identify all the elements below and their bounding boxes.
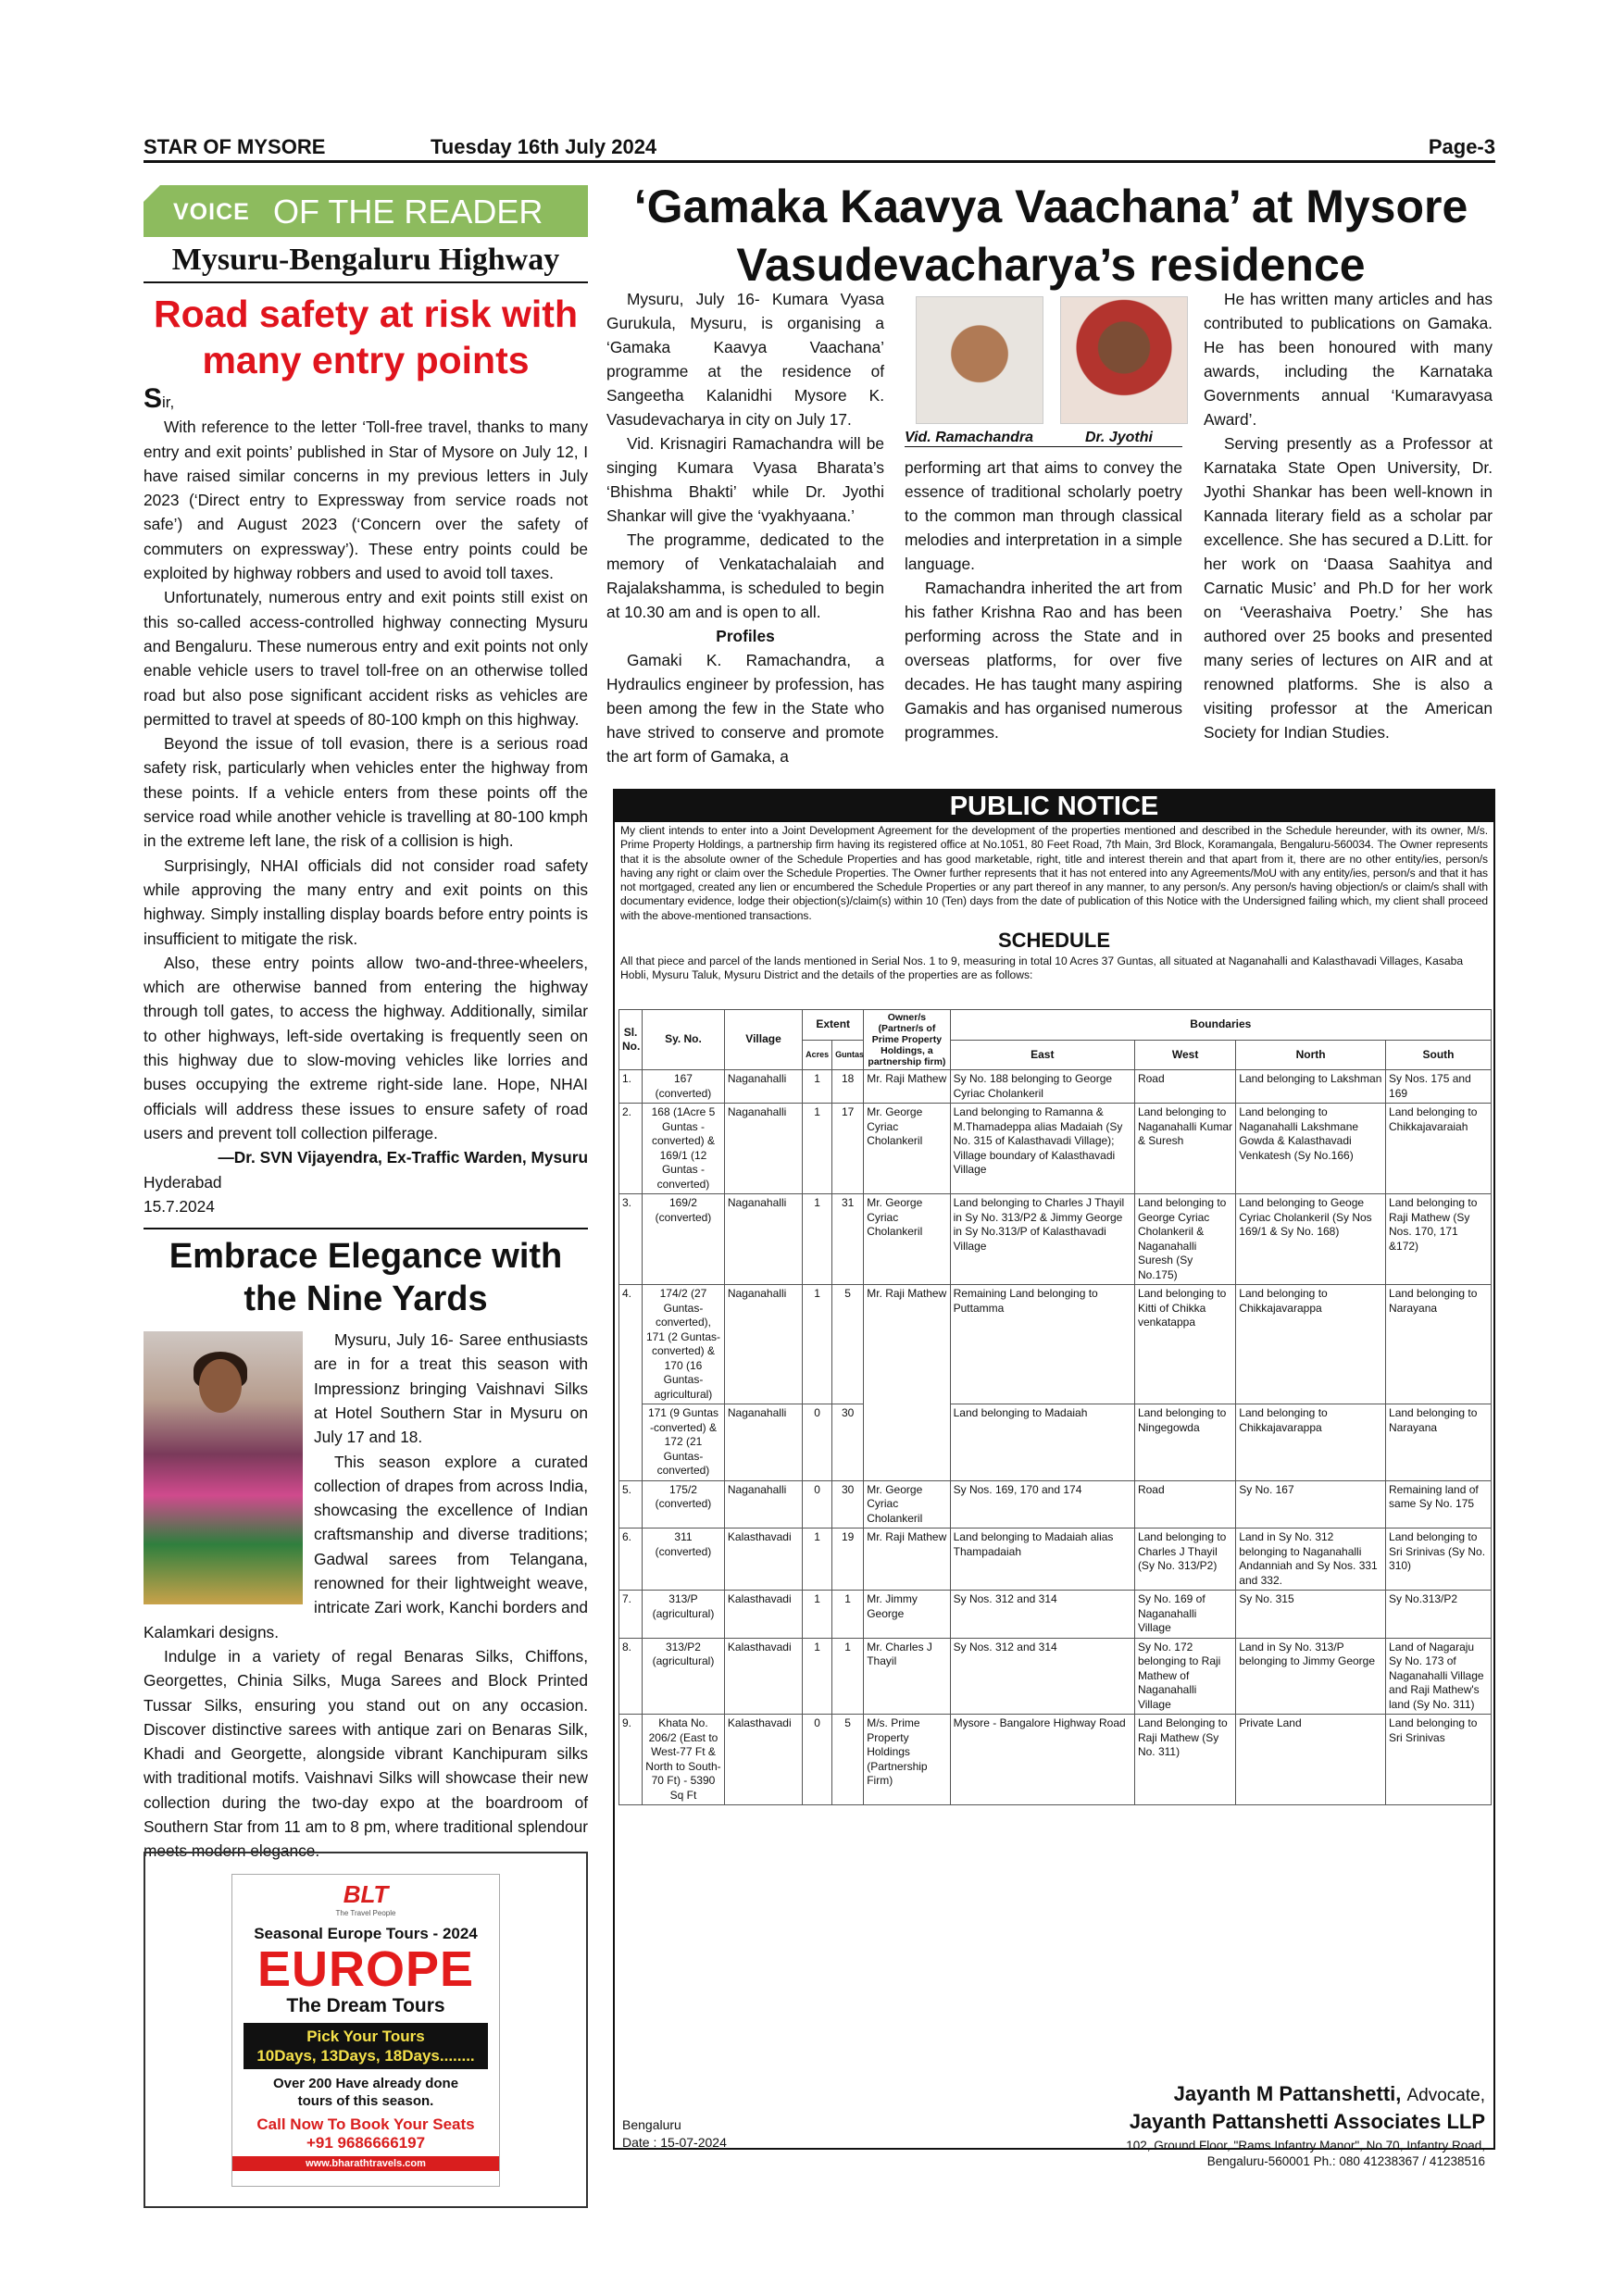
cell-acres: 1	[803, 1194, 832, 1285]
table-row	[619, 1638, 1492, 1715]
gamaka-paragraph: He has written many articles and has contributed to publications on Gamaka. He has been honoured with many awards, including the Karnataka Governments annual ‘Kumaravyasa Award’.	[1204, 290, 1493, 429]
cell-south: Land belonging to Sri Srinivas (Sy No. 310)	[1386, 1529, 1492, 1591]
cell-village: Naganahalli	[724, 1070, 802, 1104]
cell-south: Sy Nos. 175 and 169	[1386, 1070, 1492, 1104]
letter-salutation: Sir,	[144, 383, 175, 414]
th-village: Village	[724, 1010, 802, 1070]
cell-south: Land belonging to Raji Mathew (Sy Nos. 170, 171 &172)	[1386, 1194, 1492, 1285]
ad-call-text: Call Now To Book Your Seats	[256, 2115, 475, 2133]
cell-north: Sy No. 167	[1236, 1480, 1386, 1529]
cell-south: Land belonging to Narayana	[1386, 1285, 1492, 1404]
cell-acres: 1	[803, 1638, 832, 1715]
notice-place-date	[622, 2116, 727, 2152]
cell-south: Land of Nagaraju Sy No. 173 of Naganahalli Village and Raji Mathew's land (Sy No. 311)	[1386, 1638, 1492, 1715]
schedule-table	[618, 1009, 1492, 1805]
gamaka-paragraph: Gamaki K. Ramachandra, a Hydraulics engineer by profession, has been among the few in the State who have strived to conserve and promote the art form of Gamaka, a	[606, 651, 884, 766]
voice-label: VOICE	[173, 199, 250, 225]
table-row	[619, 1104, 1492, 1194]
notice-signature	[1050, 2082, 1485, 2169]
gamaka-column-3	[1204, 287, 1493, 744]
cell-guntas: 18	[832, 1070, 864, 1104]
cell-acres: 1	[803, 1591, 832, 1639]
gamaka-paragraph: Serving presently as a Professor at Karnataka State Open University, Dr. Jyothi Shankar has been well-known in Kannada literary field as a scholar par excellence. She has secured a D.Litt. for her work on ‘Daasa Saahitya and Carnatic Music’ and Ph.D for her work on ‘Veerashaiva Poetry.’ She has authored over 25 books and presented many series of lectures on AIR and at renowned platforms. She is also a visiting professor at the American Society for Indian Studies.	[1204, 434, 1493, 742]
ad-pick: Pick Your Tours	[306, 2028, 425, 2045]
elegance-headline: Embrace Elegance with the Nine Yards	[144, 1228, 588, 1320]
cell-owner: Mr. George Cyriac Cholankeril	[864, 1104, 950, 1194]
cell-village: Naganahalli	[724, 1194, 802, 1285]
cell-acres: 0	[803, 1715, 832, 1805]
ramachandra-photo	[916, 296, 1043, 424]
letter-paragraph: Also, these entry points allow two-and-three-wheelers, which are otherwise banned from entering the highway through toll gates, to access the highway. Additionally, similar to other highways, left-side overtaking is frequently seen on this highway due to slow-moving vehicles like lorries and buses occupying the extreme right-side lane. Hope, NHAI officials will address these issues to ensure safety of road users and prevent toll collection pilferage.	[144, 953, 588, 1142]
schedule-title: SCHEDULE	[997, 929, 1110, 953]
cell-owner: Mr. George Cyriac Cholankeril	[864, 1480, 950, 1529]
letter-headline: Road safety at risk with many entry points	[154, 293, 578, 381]
cell-acres: 1	[803, 1070, 832, 1104]
cell-south: Remaining land of same Sy No. 175	[1386, 1480, 1492, 1529]
cell-acres: 1	[803, 1529, 832, 1591]
notice-body: My client intends to enter into a Joint Development Agreement for the development of the properties mentioned and described in the Schedule hereunder, with its owner, M/s. Prime Property Holdings, a partnership firm having its registered office at No.1051, 80 Feet Road, 7th Main, 3rd Block, Koramangala, Bengaluru-560034. The Owner represents that it is the absolute owner of the Schedule Properties and has good marketable, right, title and interest therein and that apart from it, there are no other entity/ies, person/s having any right or claim over the Schedule Properties. The Owner further represents that it has not entered into any Agreements/MoU with any entity/ies, person/s and that it has not mortgaged, created any lien or encumbered the Schedule Properties or any part thereof in any manner, to any person/s. Any person/s having objection/s or claim/s shall with documentary evidence, lodge their objection(s)/claim(s) within 10 (Ten) days from the date of publication of this Notice with the Undersigned failing which, my client shall proceed with the above-mentioned transactions.	[620, 824, 1488, 922]
cell-north: Sy No. 315	[1236, 1591, 1386, 1639]
cell-west: Land belonging to Charles J Thayil (Sy No. 313/P2)	[1134, 1529, 1235, 1591]
cell-owner: Mr. Raji Mathew	[864, 1070, 950, 1104]
notice-date: Date : 15-07-2024	[622, 2135, 727, 2150]
voice-of-reader-banner	[144, 185, 588, 237]
cell-acres: 1	[803, 1104, 832, 1194]
advocate-line	[1050, 2082, 1485, 2106]
table-row	[619, 1591, 1492, 1639]
cell-west: Sy No. 169 of Naganahalli Village	[1134, 1591, 1235, 1639]
elegance-paragraph: Indulge in a variety of regal Benaras Silks, Chiffons, Georgettes, Chinia Silks, Muga Sarees and Block Printed Tussar Silks, ensuring you stand out on any occasion. Discover distinctive sarees with antique zari on Benaras Silk, Khadi and Georgette, alongside vibrant Kanchipuram silks with traditional motifs. Vaishnavi Silks will showcase their new collection during the two-day expo at the boardroom of Southern Star from 11 am to 8 pm, where traditional splendour meets modern elegance.	[144, 1646, 588, 1861]
table-row	[619, 1404, 1492, 1481]
cell-north: Private Land	[1236, 1715, 1386, 1805]
public-notice	[613, 789, 1495, 2168]
cell-guntas: 1	[832, 1638, 864, 1715]
gamaka-column-1	[606, 287, 884, 768]
gamaka-paragraph: Ramachandra inherited the art from his father Krishna Rao and has been performing across the State and in overseas platforms, for over five decades. He has taught many aspiring Gamakis and has organised numerous programmes.	[905, 579, 1182, 742]
cell-east: Land belonging to Madaiah alias Thampadaiah	[950, 1529, 1134, 1591]
letter-paragraph: Unfortunately, numerous entry and exit points still exist on this so-called access-controlled highway connecting Mysuru and Bengaluru. These numerous entry and exit points not only enable vehicle users to travel toll-free on an otherwise tolled road but also pose significant accident risks as vehicles are permitted to travel at speeds of 80-100 kmph on this highway.	[144, 588, 588, 729]
ad-brand-tagline: The Travel People	[335, 1909, 396, 1917]
th-east: East	[950, 1040, 1134, 1070]
letter-paragraph: With reference to the letter ‘Toll-free travel, thanks to many entry and exit points’ published in Star of Mysore on July 12, I have raised similar concerns in my previous letters in July 2023 (‘Direct entry to Expressway from service roads not safe’) and August 2023 (‘Concern over the safety of commuters on expressway’). These entry points could be exploited by highway robbers and used to avoid toll taxes.	[144, 418, 588, 583]
advocate-firm: Jayanth Pattanshetti Associates LLP	[1129, 2110, 1485, 2133]
gamaka-paragraph: Vid. Krisnagiri Ramachandra will be singing Kumara Vyasa Bharata’s ‘Bhishma Bhakti’ while Dr. Jyothi Shankar will give the ‘vyakhyaana.’	[606, 434, 884, 525]
of-the-reader-label: OF THE READER	[273, 193, 543, 231]
cell-guntas: 17	[832, 1104, 864, 1194]
th-north: North	[1236, 1040, 1386, 1070]
cell-north: Land in Sy No. 313/P belonging to Jimmy George	[1236, 1638, 1386, 1715]
ad-over-line2: tours of this season.	[297, 2093, 434, 2109]
cell-owner: Mr. Jimmy George	[864, 1591, 950, 1639]
letter-place: Hyderabad	[144, 1172, 222, 1192]
cell-sy: 311 (converted)	[643, 1529, 725, 1591]
gamaka-article	[606, 178, 1495, 766]
cell-village: Naganahalli	[724, 1285, 802, 1404]
cell-sl: 4.	[619, 1285, 643, 1481]
caption-divider	[905, 446, 1182, 447]
cell-village: Kalasthavadi	[724, 1715, 802, 1805]
cell-south: Sy No.313/P2	[1386, 1591, 1492, 1639]
cell-guntas: 19	[832, 1529, 864, 1591]
cell-sl: 9.	[619, 1715, 643, 1805]
cell-sy: Khata No. 206/2 (East to West-77 Ft & North to South-70 Ft) - 5390 Sq Ft	[643, 1715, 725, 1805]
cell-sy: 313/P (agricultural)	[643, 1591, 725, 1639]
cell-sy: 169/2 (converted)	[643, 1194, 725, 1285]
cell-guntas: 5	[832, 1285, 864, 1404]
cell-east: Sy Nos. 312 and 314	[950, 1591, 1134, 1639]
cell-east: Sy Nos. 169, 170 and 174	[950, 1480, 1134, 1529]
cell-east: Sy No. 188 belonging to George Cyriac Cholankeril	[950, 1070, 1134, 1104]
advocate-title: Advocate,	[1406, 2086, 1485, 2105]
cell-guntas: 5	[832, 1715, 864, 1805]
cell-sl: 7.	[619, 1591, 643, 1639]
th-owner: Owner/s (Partner/s of Prime Property Holdings, a partnership firm)	[864, 1010, 950, 1070]
ad-website: www.bharathtravels.com	[232, 2156, 499, 2171]
cell-sy: 171 (9 Guntas -converted) & 172 (21 Guntas-converted)	[643, 1404, 725, 1481]
letter-subtitle: Mysuru-Bengaluru Highway	[144, 237, 588, 283]
cell-village: Kalasthavadi	[724, 1638, 802, 1715]
cell-sl: 8.	[619, 1638, 643, 1715]
cell-owner: Mr. George Cyriac Cholankeril	[864, 1194, 950, 1285]
ad-over-line1: Over 200 Have already done	[272, 2076, 459, 2091]
masthead	[144, 130, 1495, 163]
table-row	[619, 1070, 1492, 1104]
cell-village: Kalasthavadi	[724, 1591, 802, 1639]
cell-north: Land belonging to Lakshman	[1236, 1070, 1386, 1104]
cell-guntas: 30	[832, 1404, 864, 1481]
letter-paragraph: Beyond the issue of toll evasion, there is a serious road safety risk, particularly when vehicles enter the highway from these points. If a vehicle enters from these points off the service road while another vehicle is travelling at 80-100 kmph in the extreme left lane, the risk of a collision is high.	[144, 734, 588, 851]
paper-name: STAR OF MYSORE	[144, 135, 326, 158]
cell-sl: 3.	[619, 1194, 643, 1285]
address-line-1: 102, Ground Floor, "Rams Infantry Manor", No.70, Infantry Road,	[1126, 2139, 1485, 2152]
letter-date: 15.7.2024	[144, 1196, 215, 1216]
cell-west: Road	[1134, 1480, 1235, 1529]
th-south: South	[1386, 1040, 1492, 1070]
ad-call	[232, 2115, 499, 2152]
cell-east: Land belonging to Madaiah	[950, 1404, 1134, 1481]
ad-europe: EUROPE	[256, 1941, 475, 1997]
cell-owner: M/s. Prime Property Holdings (Partnership Firm)	[864, 1715, 950, 1805]
ad-pick-box	[244, 2023, 488, 2069]
letter-body	[144, 383, 588, 1218]
banner-notch	[144, 185, 160, 202]
cell-sy: 167 (converted)	[643, 1070, 725, 1104]
notice-title: PUBLIC NOTICE	[615, 791, 1493, 822]
profiles-label: Profiles	[716, 627, 775, 645]
cell-east: Land belonging to Charles J Thayil in Sy No. 313/P2 & Jimmy George in Sy No.313/P of Kalasthavadi Village	[950, 1194, 1134, 1285]
cell-sy: 174/2 (27 Guntas-converted), 171 (2 Guntas-converted) & 170 (16 Guntas-agricultural)	[643, 1285, 725, 1404]
advocate-address	[1050, 2138, 1485, 2169]
photo-caption-1: Vid. Ramachandra	[905, 430, 1034, 445]
cell-sl: 5.	[619, 1480, 643, 1529]
cell-sl: 1.	[619, 1070, 643, 1104]
left-column	[144, 185, 588, 1864]
cell-sy: 168 (1Acre 5 Guntas -converted) & 169/1 (12 Guntas -converted)	[643, 1104, 725, 1194]
cell-east: Sy Nos. 312 and 314	[950, 1638, 1134, 1715]
cell-owner: Mr. Raji Mathew	[864, 1529, 950, 1591]
cell-west: Land belonging to Kitti of Chikka venkatappa	[1134, 1285, 1235, 1404]
gamaka-paragraph: performing art that aims to convey the essence of traditional scholarly poetry to the common man through classical melodies and interpretation in a simple language.	[905, 458, 1182, 573]
cell-guntas: 31	[832, 1194, 864, 1285]
advocate-name: Jayanth M Pattanshetti,	[1173, 2082, 1402, 2105]
gamaka-headline: ‘Gamaka Kaavya Vaachana’ at Mysore Vasudevacharya’s residence	[633, 181, 1468, 291]
portrait-photos	[905, 287, 1182, 446]
notice-place: Bengaluru	[622, 2117, 681, 2132]
ad-seasonal: Seasonal Europe Tours - 2024	[254, 1925, 478, 1942]
cell-owner: Mr. Charles J Thayil	[864, 1638, 950, 1715]
ad-durations: 10Days, 13Days, 18Days........	[256, 2047, 475, 2065]
table-row	[619, 1194, 1492, 1285]
ad-brand-logo: BLT	[343, 1880, 389, 1908]
gamaka-column-2	[905, 287, 1182, 744]
cell-north: Land belonging to Chikkajavarappa	[1236, 1404, 1386, 1481]
letter-signature: —Dr. SVN Vijayendra, Ex-Traffic Warden, Mysuru	[218, 1148, 588, 1167]
th-sl: Sl. No.	[619, 1010, 643, 1070]
gamaka-paragraph: Mysuru, July 16- Kumara Vyasa Gurukula, Mysuru, is organising a ‘Gamaka Kaavya Vaachana’ programme at the residence of Sangeetha Kalanidhi Mysore K. Vasudevacharya in city on July 17.	[606, 290, 884, 429]
cell-village: Naganahalli	[724, 1104, 802, 1194]
issue-date: Tuesday 16th July 2024	[431, 135, 657, 158]
th-acres: Acres	[803, 1040, 832, 1070]
jyothi-photo	[1060, 296, 1188, 424]
cell-south: Land belonging to Chikkajavaraiah	[1386, 1104, 1492, 1194]
letter-paragraph: Surprisingly, NHAI officials did not consider road safety while approving the many entry and exit points on this highway. Simply installing display boards before entry points is insufficient to mitigate the risk.	[144, 855, 588, 948]
cell-village: Naganahalli	[724, 1404, 802, 1481]
cell-west: Sy No. 172 belonging to Raji Mathew of Naganahalli Village	[1134, 1638, 1235, 1715]
th-extent: Extent	[803, 1010, 864, 1041]
cell-guntas: 30	[832, 1480, 864, 1529]
elegance-paragraph: Mysuru, July 16- Saree enthusiasts are in for a treat this season with Impressionz bringing Vaishnavi Silks at Hotel Southern Star in Mysuru on July 17 and 18.	[314, 1330, 588, 1447]
cell-south: Land belonging to Narayana	[1386, 1404, 1492, 1481]
elegance-paragraph: This season explore a curated collection of drapes from across India, showcasing the excellence of Indian craftsmanship and diverse traditions; Gadwal sarees from Telangana, renowned for their lightweight weave, intricate Zari work, Kanchi borders and Kalamkari designs.	[144, 1452, 588, 1641]
ad-card	[231, 1874, 500, 2187]
photo-caption-2: Dr. Jyothi	[1085, 430, 1153, 445]
elegance-body	[144, 1328, 588, 1864]
gamaka-paragraph: The programme, dedicated to the memory of Venkatachalaiah and Rajalakshamma, is scheduled to begin at 10.30 am and is open to all.	[606, 530, 884, 621]
th-west: West	[1134, 1040, 1235, 1070]
th-sy: Sy. No.	[643, 1010, 725, 1070]
cell-east: Mysore - Bangalore Highway Road	[950, 1715, 1134, 1805]
cell-owner: Mr. Raji Mathew	[864, 1285, 950, 1481]
ad-phone: +91 9686666197	[306, 2134, 426, 2152]
cell-north: Land belonging to Geoge Cyriac Cholankeril (Sy Nos 169/1 & Sy No. 168)	[1236, 1194, 1386, 1285]
table-row	[619, 1285, 1492, 1404]
cell-east: Remaining Land belonging to Puttamma	[950, 1285, 1134, 1404]
cell-north: Land in Sy No. 312 belonging to Naganahalli Andanniah and Sy Nos. 331 and 332.	[1236, 1529, 1386, 1591]
cell-sy: 313/P2 (agricultural)	[643, 1638, 725, 1715]
th-boundaries: Boundaries	[950, 1010, 1491, 1041]
cell-west: Land belonging to George Cyriac Cholankeril & Naganahalli Suresh (Sy No.175)	[1134, 1194, 1235, 1285]
cell-sy: 175/2 (converted)	[643, 1480, 725, 1529]
cell-acres: 1	[803, 1285, 832, 1404]
cell-sl: 6.	[619, 1529, 643, 1591]
cell-west: Land belonging to Ningegowda	[1134, 1404, 1235, 1481]
table-row	[619, 1480, 1492, 1529]
page-number: Page-3	[1428, 135, 1495, 158]
cell-acres: 0	[803, 1480, 832, 1529]
cell-west: Road	[1134, 1070, 1235, 1104]
cell-guntas: 1	[832, 1591, 864, 1639]
ad-over	[232, 2075, 499, 2110]
cell-north: Land belonging to Naganahalli Lakshmane Gowda & Kalasthavadi Venkatesh (Sy No.166)	[1236, 1104, 1386, 1194]
photo-face	[199, 1359, 242, 1413]
cell-north: Land belonging to Chikkajavarappa	[1236, 1285, 1386, 1404]
travel-advertisement	[144, 1852, 588, 2208]
cell-acres: 0	[803, 1404, 832, 1481]
saree-model-photo	[144, 1331, 303, 1604]
cell-west: Land belonging to Naganahalli Kumar & Suresh	[1134, 1104, 1235, 1194]
cell-east: Land belonging to Ramanna & M.Thamadeppa alias Madaiah (Sy No. 315 of Kalasthavadi Village); Village boundary of Kalasthavadi Village	[950, 1104, 1134, 1194]
cell-village: Naganahalli	[724, 1480, 802, 1529]
address-line-2: Bengaluru-560001 Ph.: 080 41238367 / 41238516	[1206, 2154, 1485, 2168]
schedule-intro: All that piece and parcel of the lands mentioned in Serial Nos. 1 to 9, measuring in total 10 Acres 37 Guntas, all situated at Naganahalli and Kalasthavadi Villages, Kasaba Hobli, Mysuru Taluk, Mysuru District and the details of the properties are as follows:	[620, 955, 1464, 982]
cell-sl: 2.	[619, 1104, 643, 1194]
cell-west: Land Belonging to Raji Mathew (Sy No. 311)	[1134, 1715, 1235, 1805]
th-guntas: Guntas	[832, 1040, 864, 1070]
table-row	[619, 1715, 1492, 1805]
table-row	[619, 1529, 1492, 1591]
ad-dream-tours: The Dream Tours	[286, 1995, 445, 2016]
cell-village: Kalasthavadi	[724, 1529, 802, 1591]
cell-south: Land belonging to Sri Srinivas	[1386, 1715, 1492, 1805]
